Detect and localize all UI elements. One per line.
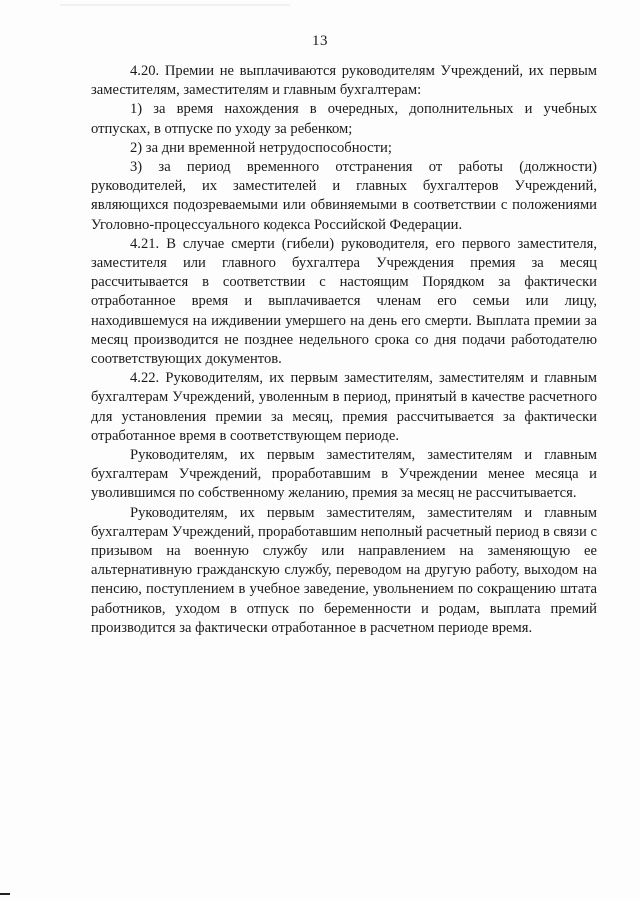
paragraph-4-21: 4.21. В случае смерти (гибели) руководителя, его первого заместителя, заместителя или главного бухгалтера Учреждения премия за месяц рассчитывается в соответствии с настоящим Порядком за фактически отработанное время и выплачивается членам его семьи или лицу, находившемуся на иждивении умершего на день его смерти. Выплата премии за месяц производится не позднее недельного срока со дня подачи работодателю соответствующих документов. bbox=[91, 235, 597, 368]
document-body bbox=[91, 62, 597, 638]
paragraph-incomplete-period: Руководителям, их первым заместителям, заместителям и главным бухгалтерам Учреждений, проработавшим неполный расчетный период в связи с призывом на военную службу или направлением на заменяющую ее альтернативную гражданскую службу, переводом на другую работу, выходом на пенсию, поступлением в учебное заведение, увольнением по сокращению штата работников, уходом в отпуск по беременности и родам, выплата премий производится за фактически отработанное в расчетном периоде время. bbox=[91, 504, 597, 636]
paragraph-less-than-month: Руководителям, их первым заместителям, заместителям и главным бухгалтерам Учреждений, проработавшим в Учреждении менее месяца и уволившимся по собственному желанию, премия за месяц не рассчитывается. bbox=[91, 447, 597, 502]
list-item-1: 1) за время нахождения в очередных, дополнительных и учебных отпусках, в отпуске по уходу за ребенком; bbox=[91, 101, 597, 137]
page-number: 13 bbox=[312, 33, 328, 49]
scan-corner-mark bbox=[0, 893, 10, 895]
paragraph-4-20: 4.20. Премии не выплачиваются руководителям Учреждений, их первым заместителям, заместителям и главным бухгалтерам: bbox=[91, 63, 597, 99]
paragraph-4-22: 4.22. Руководителям, их первым заместителям, заместителям и главным бухгалтерам Учреждений, уволенным в период, принятый в качестве расчетного для установления премии за месяц, премия рассчитывается за фактически отработанное время в соответствующем периоде. bbox=[91, 370, 597, 444]
scan-artifact bbox=[60, 4, 290, 6]
list-item-3: 3) за период временного отстранения от работы (должности) руководителей, их заместителей и главных бухгалтеров Учреждений, являющихся подозреваемыми или обвиняемыми в соответствии с положениями Уголовно-процессуального кодекса Российской Федерации. bbox=[91, 159, 597, 233]
list-item-2: 2) за дни временной нетрудоспособности; bbox=[130, 139, 392, 156]
